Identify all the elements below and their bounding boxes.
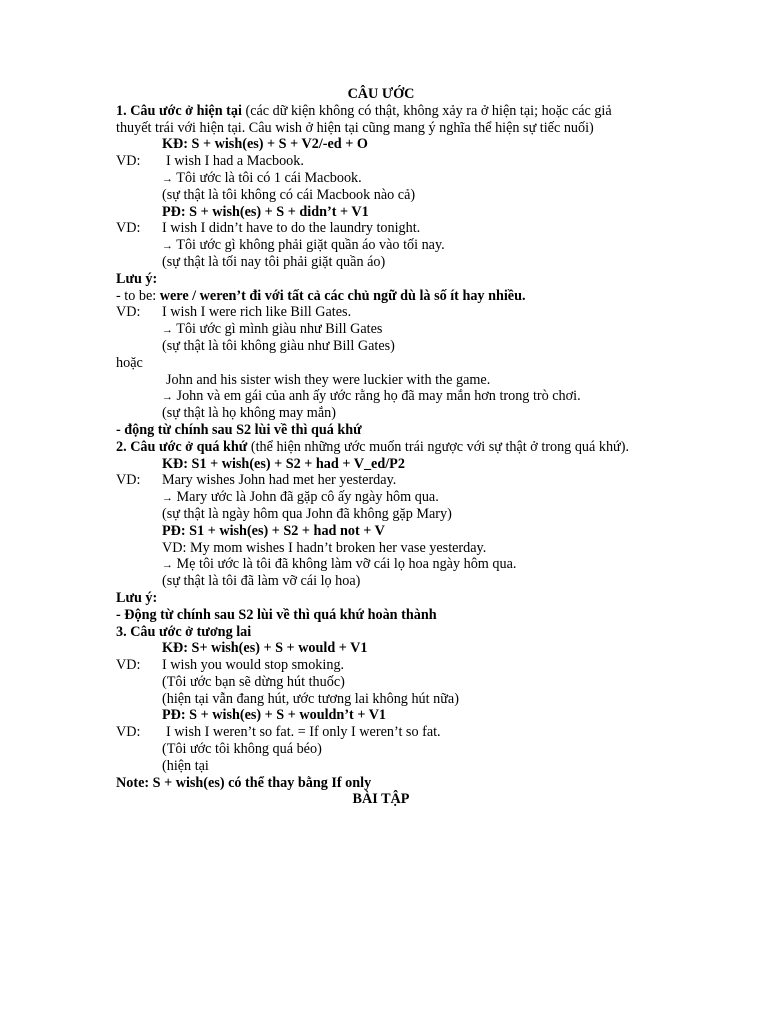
- s3-example-1-note: (hiện tại vẫn đang hút, ước tương lai không hút nữa): [162, 690, 459, 707]
- s2-example-2-note: (sự thật là tôi đã làm vỡ cái lọ hoa): [162, 573, 361, 590]
- exercise-title: BÀI TẬP: [352, 791, 410, 808]
- vd-label: VD:: [116, 304, 141, 321]
- vd-label: VD:: [116, 472, 141, 489]
- arrow-icon: →: [162, 240, 173, 253]
- s2-verb-rule: - Động từ chính sau S2 lùi về thì quá khứ hoàn thành: [116, 606, 437, 623]
- s2-example-2: VD: My mom wishes I hadn’t broken her vase yesterday.: [162, 539, 487, 556]
- s3-example-1-translation: (Tôi ước bạn sẽ dừng hút thuốc): [162, 673, 345, 690]
- section-2-description: (thể hiện những ước muốn trái ngược với sự thật ở trong quá khứ).: [247, 438, 629, 455]
- s3-example-2-translation: (Tôi ước tôi không quá béo): [162, 741, 322, 758]
- s1-example-4-note: (sự thật là họ không may mắn): [162, 405, 336, 422]
- section-1-heading: 1. Câu ước ở hiện tại: [116, 102, 242, 119]
- s1-example-1-translation: → Tôi ước là tôi có 1 cái Macbook.: [162, 169, 362, 186]
- vd-label: VD:: [116, 657, 141, 674]
- s1-tobe-rule: - to be: were / weren’t đi với tất cả các chủ ngữ dù là số ít hay nhiều.: [116, 287, 526, 304]
- s1-note-label: Lưu ý:: [116, 270, 158, 287]
- arrow-icon: →: [162, 492, 173, 505]
- s1-example-1-note: (sự thật là tôi không có cái Macbook nào cả): [162, 186, 416, 203]
- s1-verb-rule: - động từ chính sau S2 lùi về thì quá khứ: [116, 421, 362, 438]
- arrow-icon: →: [162, 391, 173, 404]
- s3-example-1: VD: I wish you would stop smoking.: [116, 657, 345, 674]
- s1-example-3-translation: → Tôi ước gì mình giàu như Bill Gates: [162, 321, 383, 338]
- vd-label: VD:: [116, 153, 141, 170]
- s3-affirmative-formula: KĐ: S+ wish(es) + S + would + V1: [162, 640, 368, 657]
- s1-negative-formula: PĐ: S + wish(es) + S + didn’t + V1: [162, 203, 369, 220]
- s2-negative-formula: PĐ: S1 + wish(es) + S2 + had not + V: [162, 522, 385, 539]
- s2-example-1-note: (sự thật là ngày hôm qua John đã không gặp Mary): [162, 505, 452, 522]
- arrow-icon: →: [162, 324, 173, 337]
- section-2-heading: 2. Câu ước ở quá khứ: [116, 438, 248, 455]
- vd-label: VD:: [116, 220, 141, 237]
- s1-example-2-note: (sự thật là tối nay tôi phải giặt quần áo): [162, 253, 386, 270]
- s3-negative-formula: PĐ: S + wish(es) + S + wouldn’t + V1: [162, 707, 387, 724]
- arrow-icon: →: [162, 172, 173, 185]
- section-1-description: (các dữ kiện không có thật, không xảy ra ở hiện tại; hoặc các giả thuyết trái với hiện tại. Câu wish ở hiện tại cũng mang ý nghĩa thể hiện sự tiếc nuối): [116, 102, 612, 136]
- s1-example-3: VD: I wish I were rich like Bill Gates.: [116, 304, 352, 321]
- s2-example-1: VD: Mary wishes John had met her yesterday.: [116, 472, 397, 489]
- s1-affirmative-formula: KĐ: S + wish(es) + S + V2/-ed + O: [162, 136, 368, 153]
- s3-example-2: VD: I wish I weren’t so fat. = If only I weren’t so fat.: [116, 724, 441, 741]
- vd-label: VD:: [116, 724, 141, 741]
- section-2-intro: [116, 439, 646, 456]
- s1-example-1: VD: I wish I had a Macbook.: [116, 153, 304, 170]
- page-title: CÂU ƯỚC: [347, 86, 415, 102]
- s1-or-label: hoặc: [116, 354, 143, 371]
- document-body: [116, 86, 646, 808]
- arrow-icon: →: [162, 559, 173, 572]
- s2-example-1-translation: → Mary ước là John đã gặp cô ấy ngày hôm qua.: [162, 489, 439, 506]
- section-1-intro: [116, 103, 646, 137]
- s2-example-2-translation: → Mẹ tôi ước là tôi đã không làm vỡ cái lọ hoa ngày hôm qua.: [162, 556, 517, 573]
- section-3-heading: 3. Câu ước ở tương lai: [116, 623, 252, 640]
- s3-example-2-note: (hiện tại: [162, 757, 209, 774]
- s2-note-label: Lưu ý:: [116, 589, 158, 606]
- s1-example-2-translation: → Tôi ước gì không phải giặt quần áo vào tối nay.: [162, 237, 445, 254]
- s2-affirmative-formula: KĐ: S1 + wish(es) + S2 + had + V_ed/P2: [162, 455, 405, 472]
- s1-example-4-translation: → John và em gái của anh ấy ước rằng họ đã may mắn hơn trong trò chơi.: [162, 388, 581, 405]
- s1-example-4: John and his sister wish they were luckier with the game.: [166, 371, 491, 388]
- s1-example-2: VD: I wish I didn’t have to do the laundry tonight.: [116, 220, 421, 237]
- s3-note: Note: S + wish(es) có thể thay bằng If only: [116, 774, 372, 791]
- s1-example-3-note: (sự thật là tôi không giàu như Bill Gates): [162, 337, 395, 354]
